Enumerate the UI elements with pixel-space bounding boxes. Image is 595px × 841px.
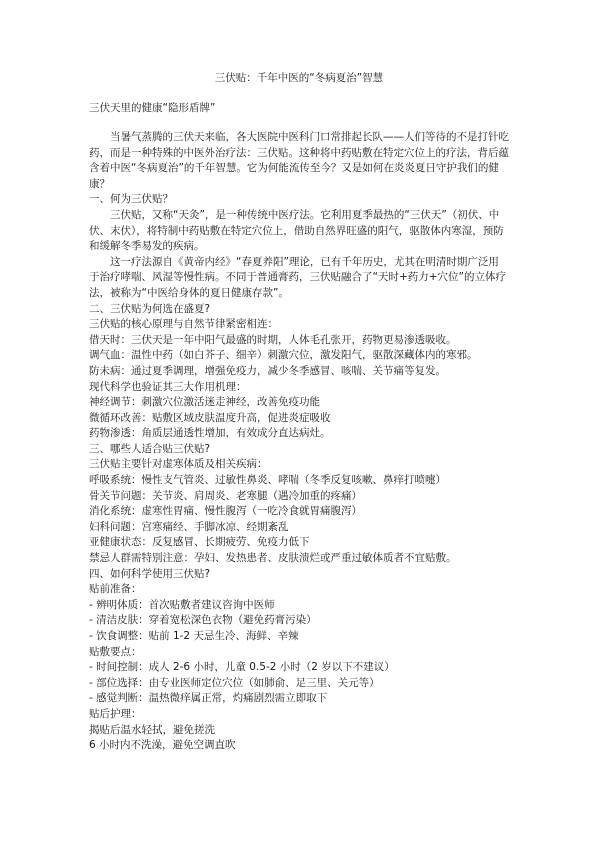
section2-mechanism-item: 微循环改善：贴敷区域皮肤温度升高，促进炎症吸收 [89, 411, 331, 424]
section2-item: 防未病：通过夏季调理，增强免疫力，减少冬季感冒、咳喘、关节痛等复发。 [89, 364, 446, 377]
application-key-item: - 时间控制：成人 2-6 小时，儿童 0.5-2 小时（2 岁以下不建议） [89, 661, 395, 674]
section3-lead: 三伏贴主要针对虚寒体质及相关疾病： [89, 458, 268, 471]
application-key-item: - 部位选择：由专业医师定位穴位（如肺俞、足三里、关元等） [89, 676, 380, 689]
application-key-item: - 感觉判断：温热微痒属正常，灼痛剧烈需立即取下 [89, 692, 328, 705]
section1-heading: 一、何为三伏贴？ [89, 193, 173, 206]
section3-item: 亚健康状态：反复感冒、长期疲劳、免疫力低下 [89, 536, 310, 549]
section2-lead-2: 现代科学也验证其三大作用机理： [89, 380, 247, 393]
section3-item: 呼吸系统：慢性支气管炎、过敏性鼻炎、哮喘（冬季反复咳嗽、鼻痒打喷嚏） [89, 474, 446, 487]
pre-application-item: - 清洁皮肤：穿着宽松深色衣物（避免药膏污染） [89, 614, 317, 627]
section3-contraindication: 禁忌人群需特别注意：孕妇、发热患者、皮肤溃烂或严重过敏体质者不宜贴敷。 [89, 552, 457, 565]
section2-mechanism-item: 药物渗透：角质层通透性增加，有效成分直达病灶。 [89, 427, 331, 440]
document-title: 三伏贴：千年中医的“冬病夏治”智慧 [214, 72, 384, 84]
section2-item: 借天时：三伏天是一年中阳气最盛的时期，人体毛孔张开，药物更易渗透吸收。 [89, 333, 457, 346]
section3-item: 妇科问题：宫寒痛经、手脚冰凉、经期紊乱 [89, 520, 289, 533]
application-key-heading: 贴敷要点： [89, 645, 142, 658]
section1-paragraph-2: 这一疗法源自《黄帝内经》“春夏养阳”理论，已有千年历史，尤其在明清时期广泛用于治疗哮喘、风湿等慢性病。不同于普通膏药，三伏贴融合了“天时+药力+穴位”的立体疗法，被称为“中医给身体的夏日健康存款”。 [89, 255, 506, 299]
section3-item: 消化系统：虚寒性胃痛、慢性腹泻（一吃冷食就胃痛腹泻） [89, 505, 362, 518]
document-page [89, 70, 509, 754]
pre-application-heading: 贴前准备： [89, 583, 142, 596]
document-subtitle: 三伏天里的健康“隐形盾牌” [89, 102, 216, 114]
aftercare-heading: 贴后护理： [89, 707, 142, 720]
section2-heading: 二、三伏贴为何选在盛夏? [89, 302, 211, 315]
section4-heading: 四、如何科学使用三伏贴? [89, 567, 211, 580]
intro-paragraph: 当暑气蒸腾的三伏天来临，各大医院中医科门口常排起长队——人们等待的不是打针吃药，而是一种特殊的中医外治疗法：三伏贴。这种将中药贴敷在特定穴位上的疗法，背后蕴含着中医“冬病夏治”的千年智慧。它为何能流传至今？又是如何在炎炎夏日守护我们的健康？ [89, 131, 509, 190]
aftercare-item: 6 小时内不洗澡，避免空调直吹 [89, 739, 236, 752]
section3-heading: 三、哪些人适合贴三伏贴? [89, 442, 211, 455]
pre-application-item: - 饮食调整：贴前 1-2 天忌生冷、海鲜、辛辣 [89, 630, 299, 642]
section1-paragraph-1: 三伏贴，又称“天灸”，是一种传统中医疗法。它利用夏季最热的“三伏天”（初伏、中伏、末伏），将特制中药贴敷在特定穴位上，借助自然界旺盛的阳气，驱散体内寒湿，预防和缓解冬季易发的疾病。 [89, 208, 504, 253]
section3-item: 骨关节问题：关节炎、肩周炎、老寒腿（遇冷加重的疼痛） [89, 489, 362, 502]
section2-item: 调气血：温性中药（如白芥子、细辛）刺激穴位，激发阳气，驱散深藏体内的寒邪。 [89, 349, 478, 362]
section2-mechanism-item: 神经调节：刺激穴位激活迷走神经，改善免疫功能 [89, 396, 320, 409]
aftercare-item: 揭贴后温水轻拭，避免搓洗 [89, 723, 215, 736]
section2-lead: 三伏贴的核心原理与自然节律紧密相连： [89, 318, 278, 331]
pre-application-item: - 辨明体质：首次贴敷者建议咨询中医师 [89, 598, 275, 611]
